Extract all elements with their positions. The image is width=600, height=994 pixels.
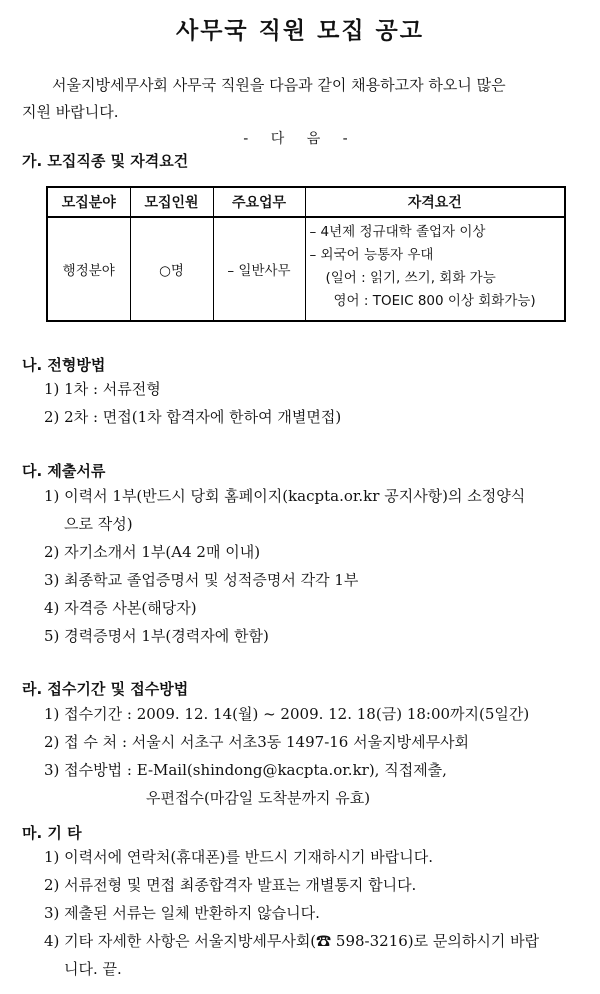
header-count: 모집인원 — [130, 187, 213, 217]
list-item: 3) 최종학교 졸업증명서 및 성적증명서 각각 1부 — [44, 571, 359, 589]
list-item: 2) 접 수 처 : 서울시 서초구 서초3동 1497-16 서울지방세무사회 — [44, 733, 470, 751]
requirements-table — [46, 186, 566, 322]
section-b-heading: 나. 전형방법 — [22, 356, 106, 374]
cell-count: ○명 — [130, 217, 213, 321]
cell-duty: – 일반사무 — [213, 217, 305, 321]
qual-line-3: (일어 : 읽기, 쓰기, 회화 가능 — [325, 270, 496, 286]
list-item: 으로 작성) — [64, 515, 133, 533]
qual-line-2: – 외국어 능통자 우대 — [309, 247, 434, 263]
list-item: 5) 경력증명서 1부(경력자에 한함) — [44, 627, 269, 645]
list-item: 2) 2차 : 면접(1차 합격자에 한하여 개별면접) — [44, 408, 342, 426]
list-item: 니다. 끝. — [64, 960, 122, 978]
intro-paragraph — [22, 72, 578, 126]
list-item: 우편접수(마감일 도착분까지 유효) — [146, 789, 371, 807]
table-header-row — [47, 187, 565, 217]
list-item: 3) 접수방법 : E-Mail(shindong@kacpta.or.kr), 직접제출, — [44, 761, 447, 779]
section-d-heading: 라. 접수기간 및 접수방법 — [22, 680, 189, 698]
section-c-list — [44, 482, 525, 650]
list-item: 1) 이력서에 연락처(휴대폰)를 반드시 기재하시기 바랍니다. — [44, 848, 433, 866]
dahm-heading: - 다 음 - — [243, 131, 357, 147]
header-duty: 주요업무 — [213, 187, 305, 217]
table-row — [47, 217, 565, 321]
section-a-heading: 가. 모집직종 및 자격요건 — [22, 152, 189, 170]
section-b-list — [44, 375, 341, 431]
list-item: 2) 서류전형 및 면접 최종합격자 발표는 개별통지 합니다. — [44, 876, 417, 894]
cell-field: 행정분야 — [47, 217, 130, 321]
section-d-list — [44, 700, 529, 812]
list-item: 1) 1차 : 서류전형 — [44, 380, 161, 398]
list-item: 1) 이력서 1부(반드시 당회 홈페이지(kacpta.or.kr 공지사항)의 소정양식 — [44, 487, 526, 505]
qual-line-1: – 4년제 정규대학 졸업자 이상 — [309, 224, 486, 240]
cell-qualification — [305, 217, 565, 321]
section-e-heading: 마. 기 타 — [22, 824, 82, 842]
section-c-heading: 다. 제출서류 — [22, 462, 106, 480]
list-item: 3) 제출된 서류는 일체 반환하지 않습니다. — [44, 904, 320, 922]
section-e-list — [44, 843, 539, 983]
intro-line-2: 지원 바랍니다. — [22, 103, 119, 121]
list-item: 2) 자기소개서 1부(A4 2매 이내) — [44, 543, 261, 561]
list-item: 1) 접수기간 : 2009. 12. 14(월) ~ 2009. 12. 18(금) 18:00까지(5일간) — [44, 705, 530, 723]
header-field: 모집분야 — [47, 187, 130, 217]
intro-line-1: 서울지방세무사회 사무국 직원을 다음과 같이 채용하고자 하오니 많은 — [52, 76, 506, 94]
document-title: 사무국 직원 모집 공고 — [176, 18, 424, 44]
header-qualification: 자격요건 — [305, 187, 565, 217]
qual-line-4: 영어 : TOEIC 800 이상 회화가능) — [333, 293, 536, 309]
list-item: 4) 자격증 사본(해당자) — [44, 599, 197, 617]
list-item: 4) 기타 자세한 사항은 서울지방세무사회(☎ 598-3216)로 문의하시기 바랍 — [44, 932, 540, 950]
